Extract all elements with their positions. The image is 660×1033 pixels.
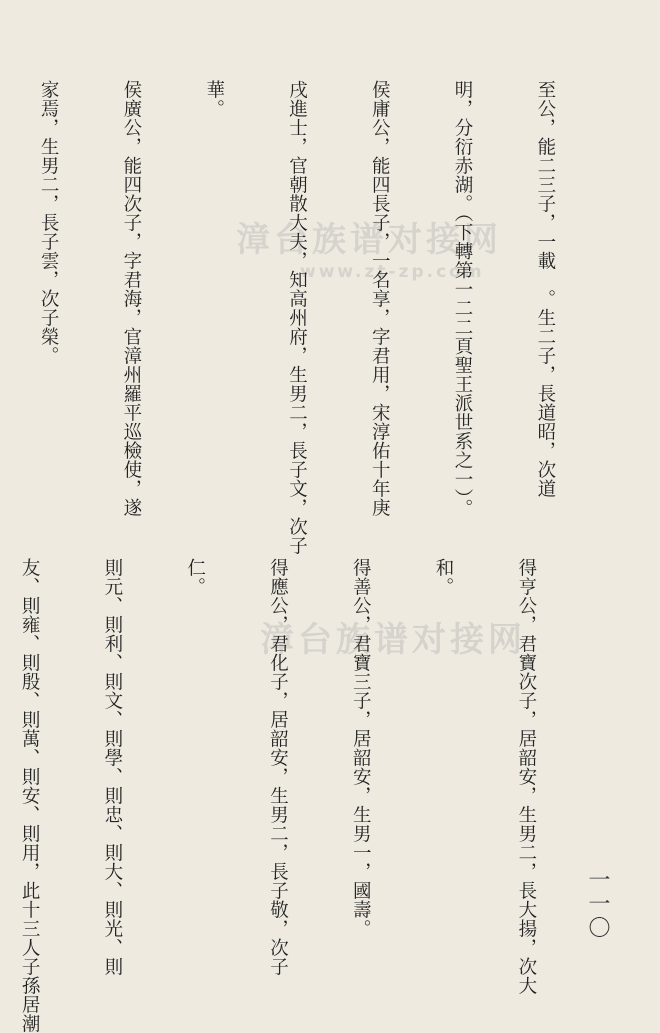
text-column: 侯庸公，能四長子，一名享，字君用，宋淳佑十年庚 bbox=[369, 80, 391, 517]
text-column: 則元、則利、則文、則學、則忠、則大、則光、則 bbox=[101, 558, 123, 976]
genealogy-upper-section bbox=[0, 80, 614, 555]
text-column: 戌進士，官朝散大夫，知高州府，生男二，長子文，次子 bbox=[286, 80, 308, 555]
text-column: 友、則雍、則殷、則萬、則安、則用，此十三人子孫居潮 bbox=[19, 558, 41, 1033]
text-column: 和。 bbox=[433, 558, 455, 596]
page-number: 一一〇 bbox=[585, 868, 610, 940]
text-column: 侯廣公，能四次子，字君海，官漳州羅平巡檢使，遂 bbox=[120, 80, 142, 517]
text-column: 明，分衍赤湖。（下轉第一二二頁聖王派世系之一）。 bbox=[452, 80, 474, 518]
watermark-upper-url: www.zt-zp.com bbox=[300, 262, 485, 282]
text-column: 得亨公，君寶次子，居韶安，生男二，長大揚，次大 bbox=[515, 558, 537, 995]
watermark-lower: 漳台族谱对接网 bbox=[260, 620, 526, 660]
text-column: 華。 bbox=[203, 80, 225, 118]
text-column: 得善公，君寶三子，居韶安，生男一，國壽。 bbox=[350, 558, 372, 938]
text-column: 至公，能二三子，一載 。生二子，長道昭，次道 bbox=[534, 80, 556, 498]
text-column: 家焉，生男二，長子雲，次子榮。 bbox=[38, 80, 60, 365]
watermark-upper: 漳台族谱对接网 bbox=[236, 220, 502, 260]
genealogy-lower-section bbox=[0, 558, 595, 1033]
text-column: 仁。 bbox=[184, 558, 206, 596]
text-column: 得應公，君化子，居韶安，生男二，長子敬，次子 bbox=[267, 558, 289, 976]
